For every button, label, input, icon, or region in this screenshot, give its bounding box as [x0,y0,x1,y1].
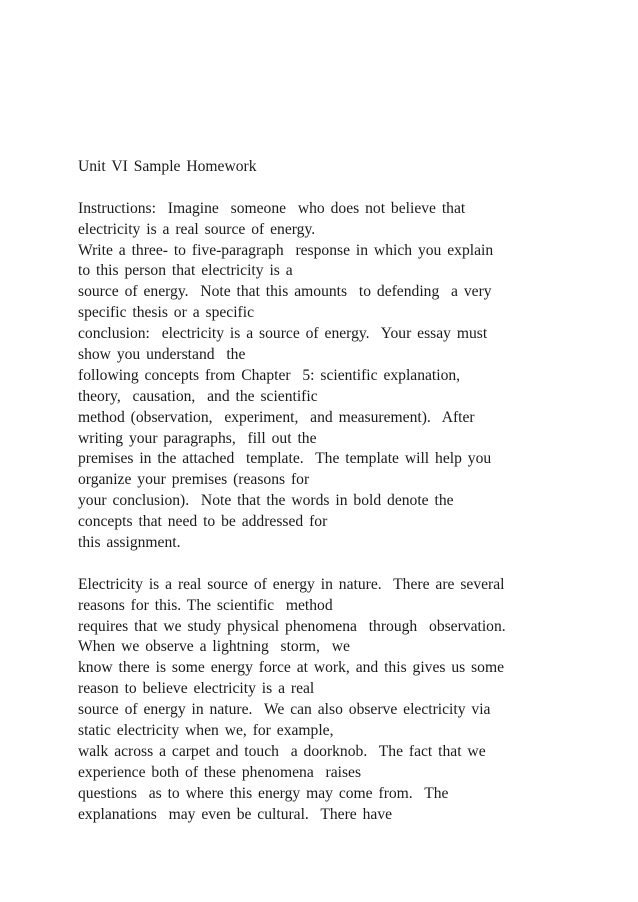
instructions-line: concepts that need to be addressed for [78,513,328,531]
essay-line: static electricity when we, for example, [78,722,334,740]
instructions-line: specific thesis or a specific [78,304,254,322]
essay-line: When we observe a lightning storm, we [78,638,350,656]
instructions-line: conclusion: electricity is a source of energy. Your essay must [78,325,488,343]
essay-line: Electricity is a real source of energy in nature. There are several [78,575,505,593]
essay-line: requires that we study physical phenomena through observation. [78,617,506,635]
essay-line: questions as to where this energy may come from. The [78,784,449,802]
instructions-line: following concepts from Chapter 5: scientific explanation, [78,366,461,384]
essay-line: know there is some energy force at work, and this gives us some [78,659,505,677]
instructions-line: show you understand the [78,346,246,364]
instructions-line: source of energy. Note that this amounts to defending a very [78,283,492,301]
instructions-paragraph [78,199,626,554]
instructions-line: Write a three- to five-paragraph response in which you explain [78,241,494,259]
paragraph-gap [78,554,626,575]
instructions-line: your conclusion). Note that the words in bold denote the [78,492,454,510]
instructions-line: this assignment. [78,534,181,552]
essay-line: walk across a carpet and touch a doorknob. The fact that we [78,742,486,760]
essay-line: reason to believe electricity is a real [78,680,315,698]
instructions-line: method (observation, experiment, and measurement). After [78,408,475,426]
essay-line: experience both of these phenomena raises [78,763,362,781]
paragraph-gap [78,178,626,199]
essay-line: source of energy in nature. We can also observe electricity via [78,701,491,719]
document-title: Unit VI Sample Homework [78,158,257,175]
instructions-line: premises in the attached template. The template will help you [78,450,492,468]
instructions-line: writing your paragraphs, fill out the [78,429,317,447]
essay-paragraph [78,575,626,826]
instructions-line: Instructions: Imagine someone who does not believe that [78,199,466,217]
instructions-line: to this person that electricity is a [78,262,293,280]
document-body [78,157,626,826]
instructions-line: organize your premises (reasons for [78,471,310,489]
essay-line: reasons for this. The scientific method [78,596,333,614]
essay-line: explanations may even be cultural. There have [78,805,393,823]
instructions-line: electricity is a real source of energy. [78,220,316,238]
instructions-line: theory, causation, and the scientific [78,387,318,405]
